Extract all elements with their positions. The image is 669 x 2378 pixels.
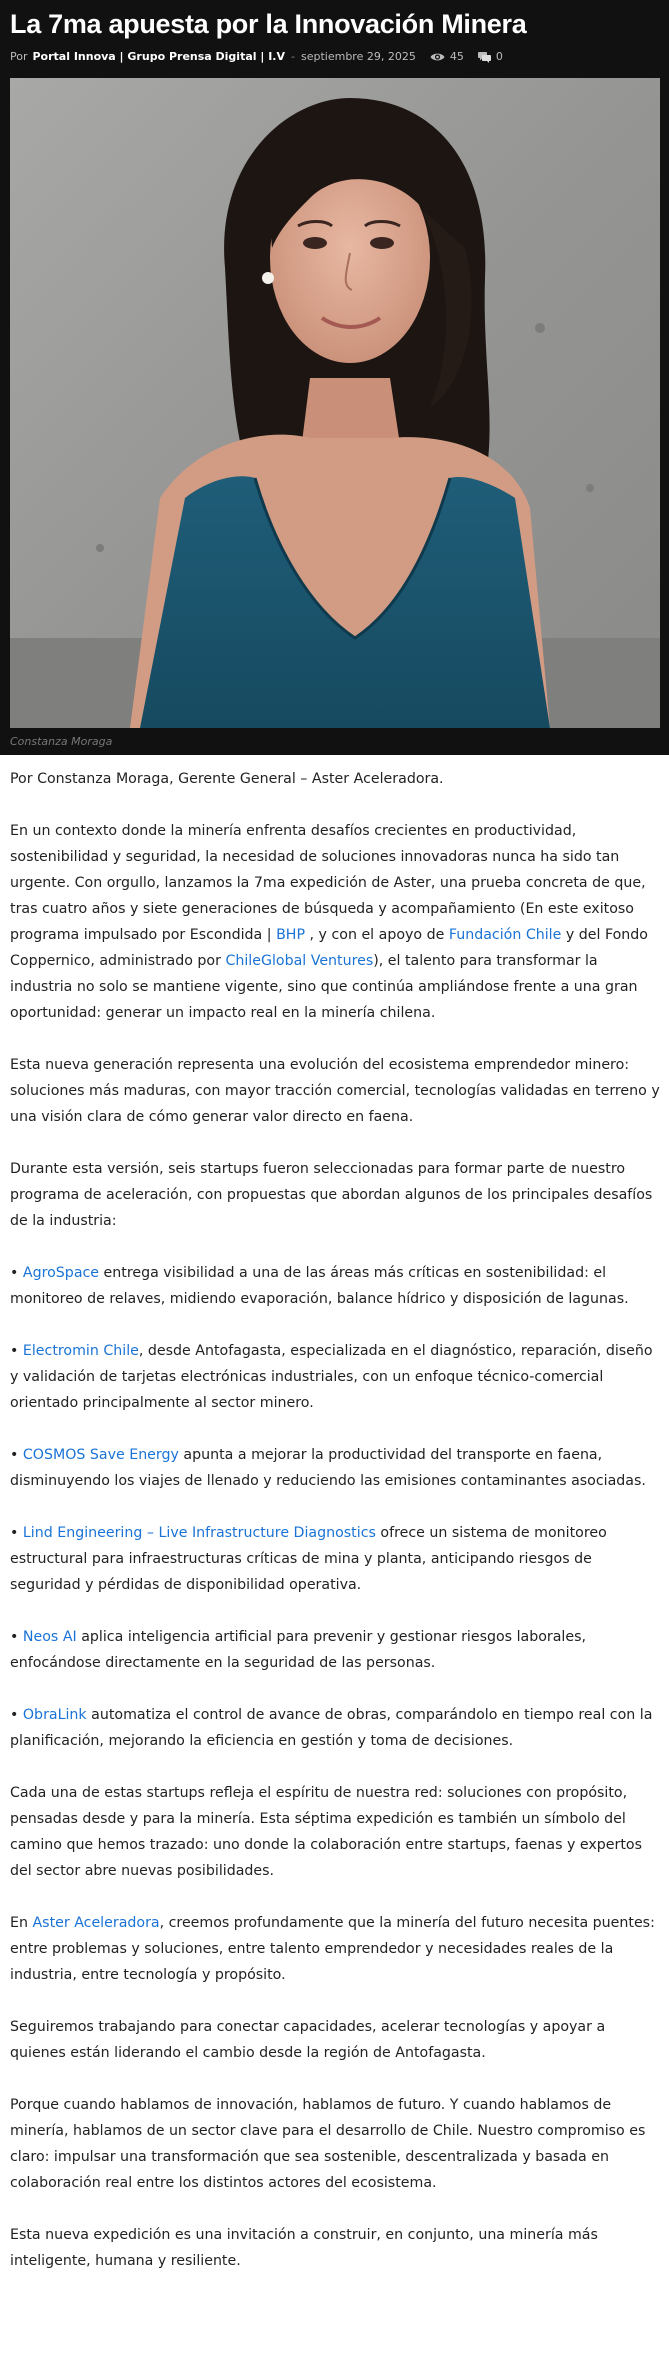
startup-item: • Lind Engineering – Live Infrastructure Diagnostics ofrece un sistema de monitoreo estructural para infraestructuras críticas de mina y planta, anticipando riesgos de seguridad y pérdidas de disponibilidad operativa. [10,1525,607,1593]
aster-aceleradora-link[interactable]: Aster Aceleradora [32,1915,160,1931]
cosmos-save-energy-link[interactable]: COSMOS Save Energy [22,1447,179,1463]
article-meta [10,48,503,66]
closing-paragraph: Esta nueva expedición es una invitación a construir, en conjunto, una minería más inteligente, humana y resiliente. [10,2227,598,2269]
lind-engineering-link[interactable]: Lind Engineering – Live Infrastructure Diagnostics [22,1525,376,1541]
comment-icon[interactable] [478,52,491,63]
spirit-paragraph: Cada una de estas startups refleja el espíritu de nuestra red: soluciones con propósito, pensadas desde y para la minería. Esta séptima expedición es también un símbolo del camino que hemos trazado: uno donde la colaboración entre startups, faenas y expertos del sector abre nuevas posibilidades. [10,1785,642,1879]
context-paragraph: En un contexto donde la minería enfrenta desafíos crecientes en productividad, sostenibilidad y seguridad, la necesidad de soluciones innovadoras nunca ha sido tan urgente. Con orgullo, lanzamos la 7ma expedición de Aster, una prueba concreta de que, tras cuatro años y siete generaciones de búsqueda y acompañamiento (En este exitoso programa impulsado por Escondida | BHP , y con el apoyo de Fundación Chile y del Fondo Coppernico, administrado por ChileGlobal Ventures), el talento para transformar la industria no solo se mantiene vigente, sino que continúa ampliándose frente a una gran oportunidad: generar un impacto real en la minería chilena. [10,823,648,1021]
author-link[interactable]: Portal Innova | Grupo Prensa Digital | I.V [32,50,285,63]
startup-item: • AgroSpace entrega visibilidad a una de las áreas más críticas en sostenibilidad: el monitoreo de relaves, midiendo evaporación, balance hídrico y disposición de lagunas. [10,1265,629,1307]
eye-icon [430,52,445,62]
article-body [10,760,660,2300]
intro-paragraph: Por Constanza Moraga, Gerente General – Aster Aceleradora. [10,771,444,787]
continue-paragraph: Seguiremos trabajando para conectar capacidades, acelerar tecnologías y apoyar a quienes están liderando el cambio desde la región de Antofagasta. [10,2019,606,2061]
startup-item: • ObraLink automatiza el control de avance de obras, comparándolo en tiempo real con la planificación, mejorando la eficiencia en gestión y toma de decisiones. [10,1707,653,1749]
neos-ai-link[interactable]: Neos AI [22,1629,77,1645]
future-paragraph: Porque cuando hablamos de innovación, hablamos de futuro. Y cuando hablamos de minería, hablamos de un sector clave para el desarrollo de Chile. Nuestro compromiso es claro: impulsar una transformación que sea sostenible, descentralizada y basada en colaboración real entre los distintos actores del ecosistema. [10,2097,646,2191]
meta-separator: - [291,50,295,63]
aster-paragraph: En Aster Aceleradora, creemos profundamente que la minería del futuro necesita puentes: entre problemas y soluciones, entre talento emprendedor y necesidades reales de la industria, entre tecnología y propósito. [10,1915,655,1983]
byline-prefix: Por [10,50,28,63]
agrospace-link[interactable]: AgroSpace [22,1265,100,1281]
fundacion-chile-link[interactable]: Fundación Chile [448,927,562,943]
comment-count[interactable]: 0 [495,50,503,63]
article-title: La 7ma apuesta por la Innovación Minera [10,9,527,39]
featured-photo [10,78,660,728]
startup-item: • Electromin Chile, desde Antofagasta, especializada en el diagnóstico, reparación, diseño y validación de tarjetas electrónicas industriales, con un enfoque técnico-comercial orientado principalmente al sector minero. [10,1343,653,1411]
selection-paragraph: Durante esta versión, seis startups fueron seleccionadas para formar parte de nuestro programa de aceleración, con propuestas que abordan algunos de los principales desafíos de la industria: [10,1161,653,1229]
generation-paragraph: Esta nueva generación representa una evolución del ecosistema emprendedor minero: soluciones más maduras, con mayor tracción comercial, tecnologías validadas en terreno y una visión clara de cómo generar valor directo en faena. [10,1057,660,1125]
article-header [0,0,669,755]
startup-item: • COSMOS Save Energy apunta a mejorar la productividad del transporte en faena, disminuyendo los viajes de llenado y reduciendo las emisiones contaminantes asociadas. [10,1447,646,1489]
electromin-chile-link[interactable]: Electromin Chile [22,1343,139,1359]
view-count: 45 [449,50,464,63]
obralink-link[interactable]: ObraLink [22,1707,87,1723]
photo-caption: Constanza Moraga [10,735,113,748]
publish-date: septiembre 29, 2025 [300,50,416,63]
bhp-link[interactable]: BHP [276,927,306,943]
chileglobal-ventures-link[interactable]: ChileGlobal Ventures [225,953,374,969]
startup-item: • Neos AI aplica inteligencia artificial para prevenir y gestionar riesgos laborales, enfocándose directamente en la seguridad de las personas. [10,1629,586,1671]
